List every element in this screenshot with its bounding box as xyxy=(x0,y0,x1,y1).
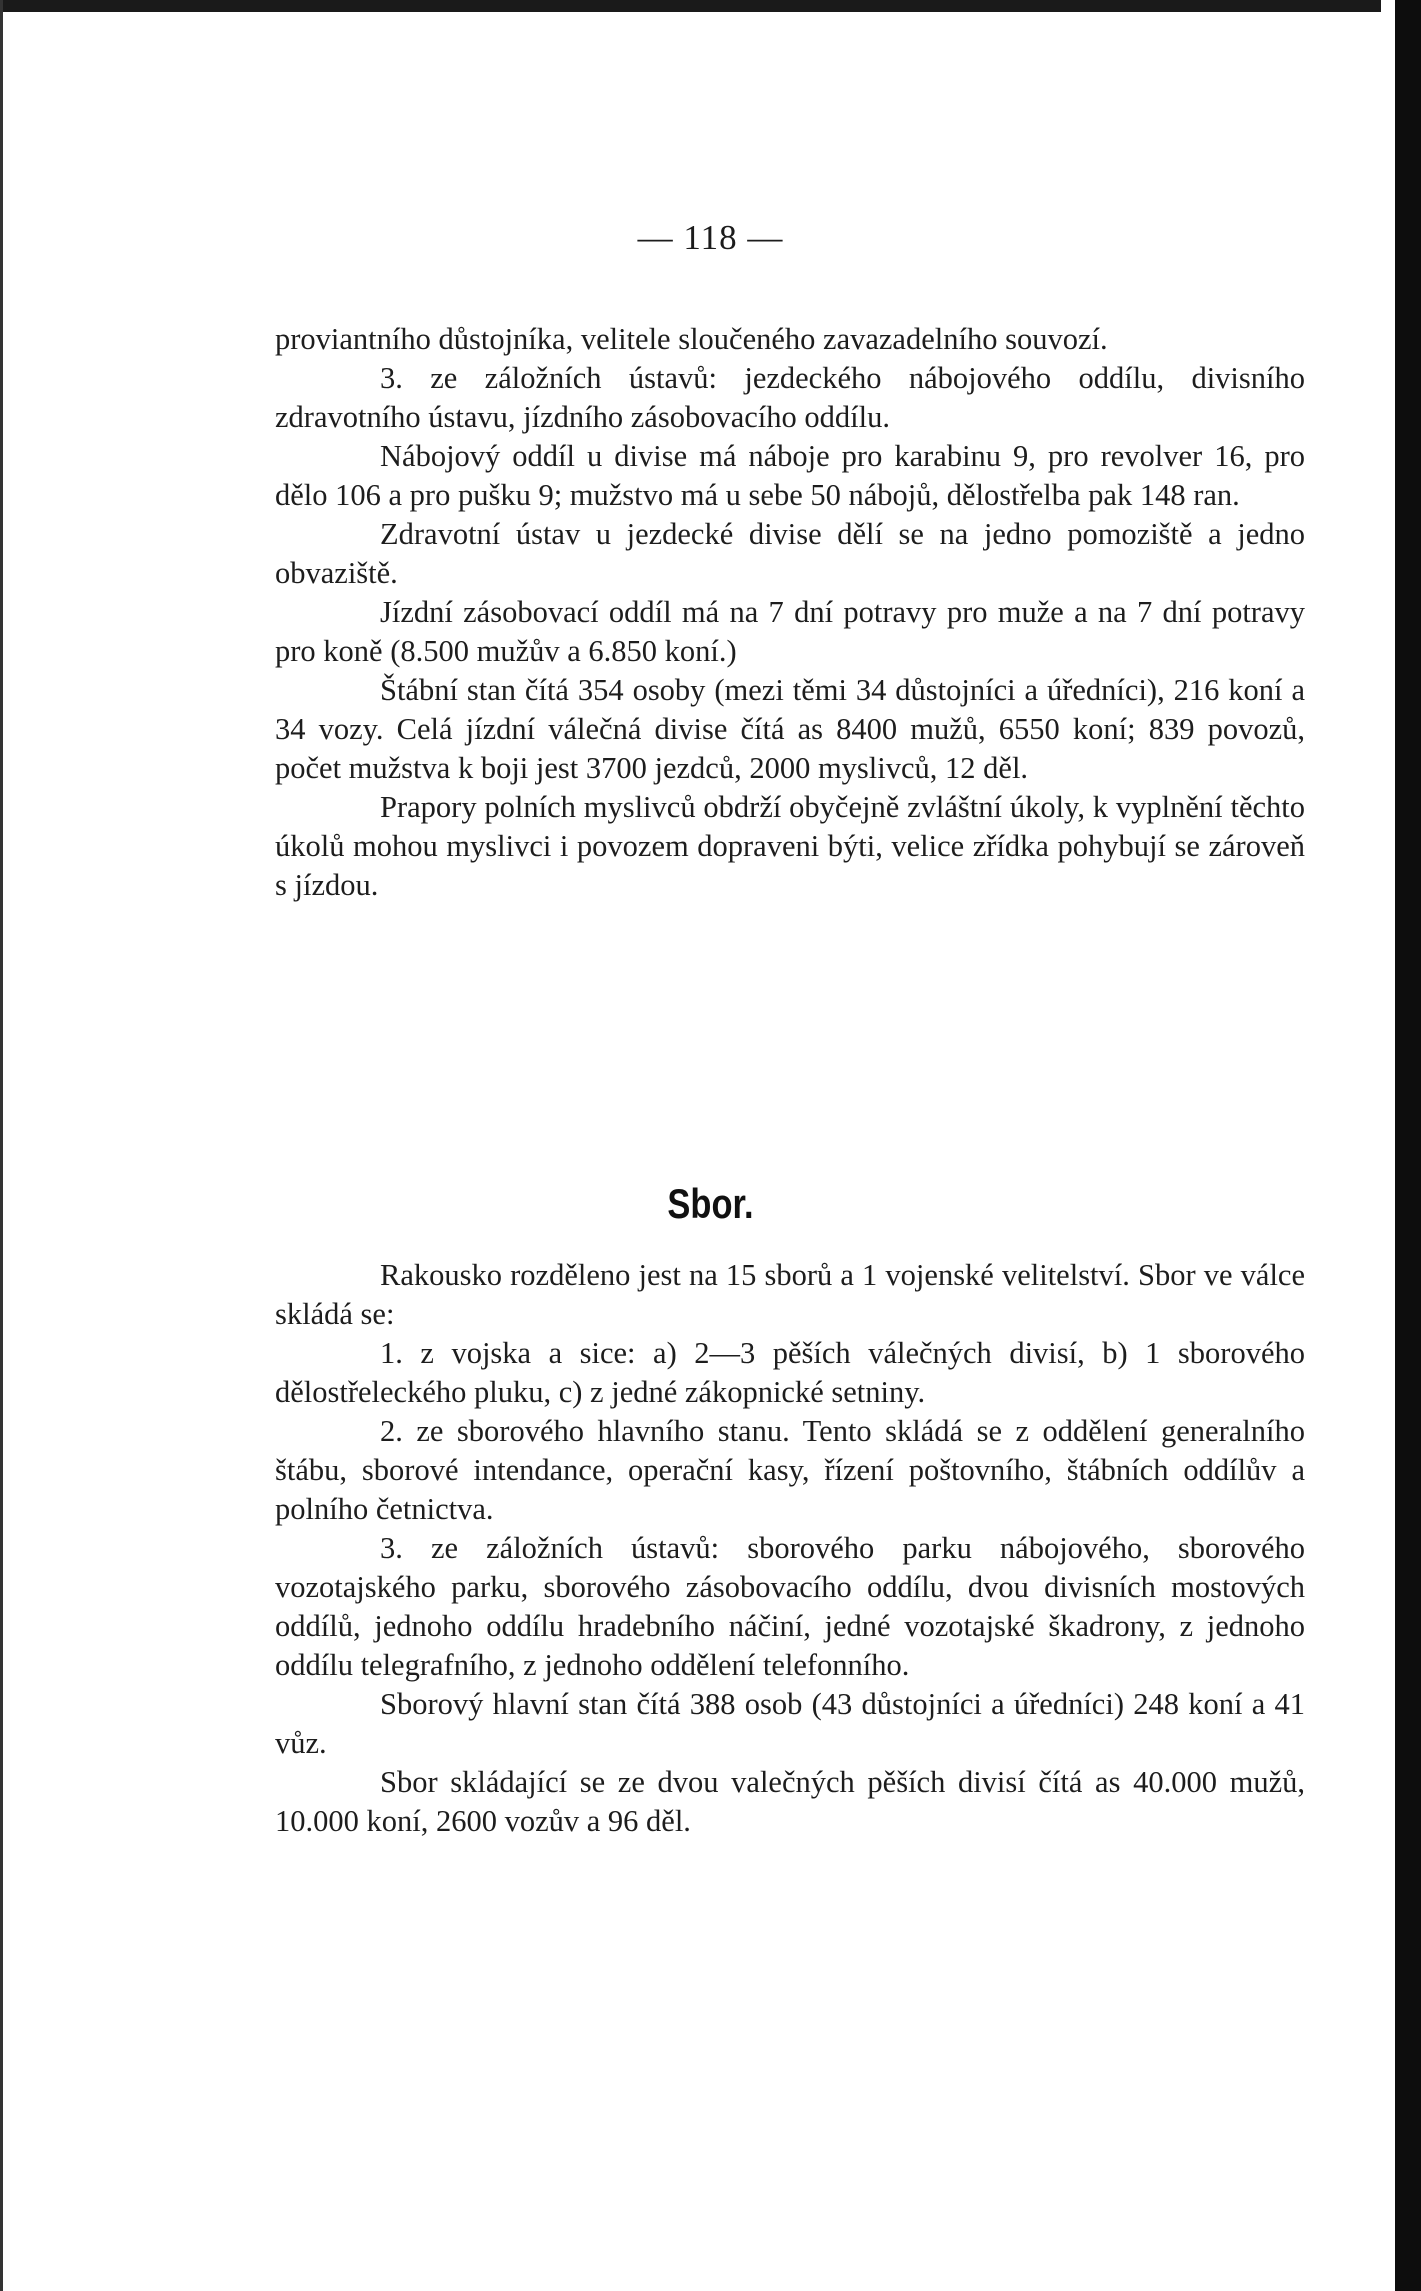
paragraph: 2. ze sborového hlavního stanu. Tento skládá se z oddělení generalního štábu, sborové intendance, operační kasy, řízení poštovního, štábních oddílův a polního četnictva. xyxy=(275,1414,1305,1526)
scan-edge-left xyxy=(0,0,3,2291)
paragraph: 3. ze záložních ústavů: sborového parku nábojového, sborového vozotajského parku, sborového zásobovacího oddílu, dvou divisních mostových oddílů, jednoho oddílu hradebního náčiní, jedné vozotajské škadrony, z jednoho oddílu telegrafního, z jednoho oddělení telefonního. xyxy=(275,1531,1305,1682)
bottom-text-section xyxy=(275,1256,1305,1841)
scan-edge-right xyxy=(1381,0,1421,2291)
paragraph: 1. z vojska a sice: a) 2—3 pěších válečných divisí, b) 1 sborového dělostřeleckého pluku, c) z jedné zákopnické setniny. xyxy=(275,1336,1305,1409)
paragraph: Nábojový oddíl u divise má náboje pro karabinu 9, pro revolver 16, pro dělo 106 a pro pušku 9; mužstvo má u sebe 50 nábojů, dělostřelba pak 148 ran. xyxy=(275,439,1305,512)
paragraph: 3. ze záložních ústavů: jezdeckého nábojového oddílu, divisního zdravotního ústavu, jízdního zásobovacího oddílu. xyxy=(275,361,1305,434)
paragraph: Jízdní zásobovací oddíl má na 7 dní potravy pro muže a na 7 dní potravy pro koně (8.500 mužův a 6.850 koní.) xyxy=(275,595,1305,668)
paragraph: Sbor skládající se ze dvou valečných pěších divisí čítá as 40.000 mužů, 10.000 koní, 2600 vozův a 96 děl. xyxy=(275,1765,1305,1838)
page-number: — 118 — xyxy=(637,218,784,257)
paragraph: Štábní stan čítá 354 osoby (mezi těmi 34 důstojníci a úředníci), 216 koní a 34 vozy. Celá jízdní válečná divise čítá as 8400 mužů, 6550 koní; 839 povozů, počet mužstva k boji jest 3700 jezdců, 2000 myslivců, 12 děl. xyxy=(275,673,1305,785)
top-text-section xyxy=(275,320,1305,905)
paragraph: Sborový hlavní stan čítá 388 osob (43 důstojníci a úředníci) 248 koní a 41 vůz. xyxy=(275,1687,1305,1760)
paragraph: Rakousko rozděleno jest na 15 sborů a 1 vojenské velitelství. Sbor ve válce skládá se: xyxy=(275,1258,1305,1331)
scan-edge-top xyxy=(0,0,1421,12)
section-heading: Sbor. xyxy=(667,1180,754,1227)
paragraph: Zdravotní ústav u jezdecké divise dělí se na jedno pomoziště a jedno obvaziště. xyxy=(275,517,1305,590)
paragraph: Prapory polních myslivců obdrží obyčejně zvláštní úkoly, k vyplnění těchto úkolů mohou myslivci i povozem dopraveni býti, velice zřídka pohybují se zároveň s jízdou. xyxy=(275,790,1305,902)
paragraph: proviantního důstojníka, velitele sloučeného zavazadelního souvozí. xyxy=(275,322,1108,356)
